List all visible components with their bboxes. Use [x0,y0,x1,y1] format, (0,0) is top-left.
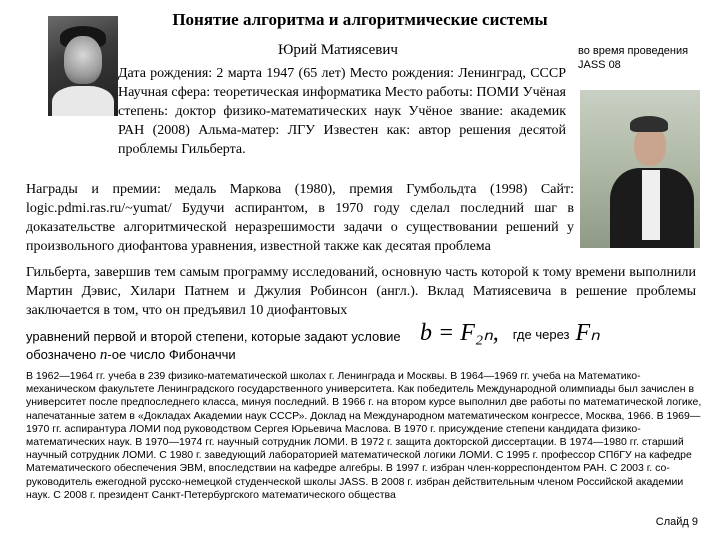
formula-main: b = F₂ₙ, [420,320,499,346]
formula-description [26,328,406,364]
formula-fn: Fₙ [575,320,600,346]
person-name: Юрий Матиясевич [278,42,398,58]
photo-caption: во время проведения JASS 08 [578,45,689,71]
formula-where: где через [512,326,570,342]
bio-paragraph-bottom: Гильберта, завершив тем самым программу исследований, основную часть которой к тому времени выполнили Мартин Дэвис, Хилари Патнем и Джулия Робинсон (англ.). Вклад Матиясевича в решение проблемы заключается в том, что он предъявил 10 диофантовых [26,265,696,318]
slide-title: Понятие алгоритма и алгоритмические системы [172,10,548,29]
bio-paragraph-top: Дата рождения: 2 марта 1947 (65 лет) Место рождения: Ленинград, СССР Научная сфера: теоретическая информатика Место работы: ПОМИ Учёная степень: доктор физико-математических наук Учёное звание: академик РАН (2008) Альма-матер: ЛГУ Известен как: автор решения десятой проблемы Гильберта. [118,66,566,157]
formula-n-symbol: n [99,347,108,363]
formula-text-line-2b: -ое число Фибоначчи [107,347,236,362]
biography-detail-text: В 1962—1964 гг. учеба в 239 физико-математической школах г. Ленинграда и Москвы. В 1964—1969 гг. учеба на Математико-механическом факультете Ленинградского государственного университета. Как победитель Международной олимпиады был зачислен в университет после предпоследнего класса, минуя последний. В 1966 г. на втором курсе выполнил две работы по математической логике, напечатанные затем в «Докладах Академии наук СССР». Доклад на Международном математическом конгрессе, Москва, 1966. В 1969—1970 гг. аспирантура ЛОМИ под руководством Сергея Юрьевича Маслова. В 1970 г. присуждение степени кандидата физико-математических наук. В 1970—1974 гг. научный сотрудник ЛОМИ. В 1972 г. защита докторской диссертации. В 1974—1980 гг. старший научный сотрудник ЛОМИ. С 1980 г. заведующий лабораторией математической логики ЛОМИ. С 1995 г. профессор СПбГУ на кафедре Математического обеспечения ЭВМ, впоследствии на кафедре алгебры. В 1997 г. избран член-корреспондентом РАН. С 2003 г. со-руководитель ежегодной русско-немецкой студенческой школы JASS. В 2008 г. избран действительным членом Российской академии наук. С 2008 г. президент Санкт-Петербургского математического общества [26,370,702,501]
formula-text-line-1: уравнений первой и второй степени, которые задают условие [26,329,401,344]
portrait-photo-young [48,16,118,116]
bio-paragraph-middle: Награды и премии: медаль Маркова (1980), премия Гумбольдта (1998) Сайт: logic.pdmi.ras.ru/~yumat/ Будучи аспирантом, в 1970 году сделал последний шаг в доказательстве алгоритмической неразрешимости задачи о существовании решений у произвольного диофантова уравнения, известной также как десятая проблема [26,182,574,254]
formula-text-line-2a: обозначено [26,347,97,362]
fibonacci-formula [420,318,600,347]
slide-number: Слайд 9 [655,516,698,528]
portrait-photo-older [580,90,700,248]
